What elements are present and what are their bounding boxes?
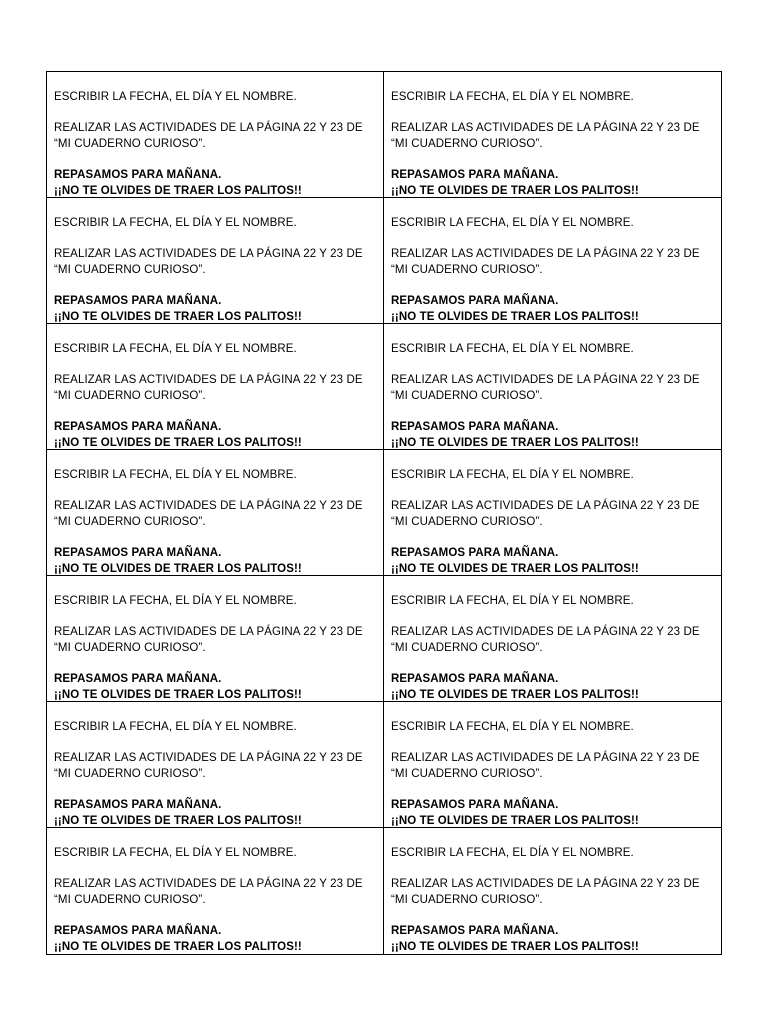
instruction-book-title: “MI CUADERNO CURIOSO”. [54,138,206,150]
instruction-review: REPASAMOS PARA MAÑANA. [391,799,559,811]
spacer [54,357,375,372]
reminder-bring-sticks: ¡¡NO TE OLVIDES DE TRAER LOS PALITOS!! [391,815,639,827]
reminder-bring-sticks: ¡¡NO TE OLVIDES DE TRAER LOS PALITOS!! [54,437,302,449]
instruction-date-name: ESCRIBIR LA FECHA, EL DÍA Y EL NOMBRE. [391,847,634,859]
instruction-review: REPASAMOS PARA MAÑANA. [54,547,222,559]
instruction-activities: REALIZAR LAS ACTIVIDADES DE LA PÁGINA 22 Y 23 DE [391,626,700,638]
spacer [54,782,375,797]
spacer [391,483,713,498]
instruction-book-title: “MI CUADERNO CURIOSO”. [391,642,543,654]
instruction-review: REPASAMOS PARA MAÑANA. [391,421,559,433]
instruction-book-title: “MI CUADERNO CURIOSO”. [54,390,206,402]
instruction-review: REPASAMOS PARA MAÑANA. [54,421,222,433]
instruction-review: REPASAMOS PARA MAÑANA. [54,295,222,307]
instruction-activities: REALIZAR LAS ACTIVIDADES DE LA PÁGINA 22 Y 23 DE [54,878,363,890]
instruction-date-name: ESCRIBIR LA FECHA, EL DÍA Y EL NOMBRE. [391,721,634,733]
instruction-review: REPASAMOS PARA MAÑANA. [54,169,222,181]
reminder-bring-sticks: ¡¡NO TE OLVIDES DE TRAER LOS PALITOS!! [54,689,302,701]
spacer [54,404,375,419]
note-card [384,198,721,324]
spacer [54,861,375,876]
instruction-date-name: ESCRIBIR LA FECHA, EL DÍA Y EL NOMBRE. [54,343,297,355]
instruction-review: REPASAMOS PARA MAÑANA. [391,547,559,559]
instruction-book-title: “MI CUADERNO CURIOSO”. [391,768,543,780]
reminder-bring-sticks: ¡¡NO TE OLVIDES DE TRAER LOS PALITOS!! [54,941,302,953]
spacer [391,908,713,923]
instruction-book-title: “MI CUADERNO CURIOSO”. [391,390,543,402]
instruction-book-title: “MI CUADERNO CURIOSO”. [391,894,543,906]
spacer [54,483,375,498]
spacer [391,105,713,120]
instruction-date-name: ESCRIBIR LA FECHA, EL DÍA Y EL NOMBRE. [54,721,297,733]
instruction-activities: REALIZAR LAS ACTIVIDADES DE LA PÁGINA 22 Y 23 DE [54,122,363,134]
note-card [384,450,721,576]
spacer [54,609,375,624]
note-card [47,450,384,576]
reminder-bring-sticks: ¡¡NO TE OLVIDES DE TRAER LOS PALITOS!! [391,563,639,575]
instruction-activities: REALIZAR LAS ACTIVIDADES DE LA PÁGINA 22 Y 23 DE [391,374,700,386]
instruction-date-name: ESCRIBIR LA FECHA, EL DÍA Y EL NOMBRE. [391,343,634,355]
instruction-date-name: ESCRIBIR LA FECHA, EL DÍA Y EL NOMBRE. [391,91,634,103]
spacer [391,357,713,372]
reminder-bring-sticks: ¡¡NO TE OLVIDES DE TRAER LOS PALITOS!! [54,563,302,575]
spacer [391,404,713,419]
note-card [384,72,721,198]
instruction-activities: REALIZAR LAS ACTIVIDADES DE LA PÁGINA 22 Y 23 DE [54,626,363,638]
instruction-book-title: “MI CUADERNO CURIOSO”. [54,768,206,780]
instruction-review: REPASAMOS PARA MAÑANA. [54,673,222,685]
spacer [391,152,713,167]
note-card [47,198,384,324]
spacer [391,231,713,246]
reminder-bring-sticks: ¡¡NO TE OLVIDES DE TRAER LOS PALITOS!! [391,437,639,449]
spacer [54,105,375,120]
instruction-activities: REALIZAR LAS ACTIVIDADES DE LA PÁGINA 22 Y 23 DE [54,752,363,764]
spacer [54,908,375,923]
reminder-bring-sticks: ¡¡NO TE OLVIDES DE TRAER LOS PALITOS!! [391,311,639,323]
spacer [391,656,713,671]
note-card [384,324,721,450]
spacer [391,609,713,624]
instruction-date-name: ESCRIBIR LA FECHA, EL DÍA Y EL NOMBRE. [54,847,297,859]
spacer [54,278,375,293]
instruction-date-name: ESCRIBIR LA FECHA, EL DÍA Y EL NOMBRE. [391,217,634,229]
instruction-activities: REALIZAR LAS ACTIVIDADES DE LA PÁGINA 22 Y 23 DE [391,500,700,512]
spacer [391,735,713,750]
instruction-activities: REALIZAR LAS ACTIVIDADES DE LA PÁGINA 22 Y 23 DE [54,500,363,512]
instruction-date-name: ESCRIBIR LA FECHA, EL DÍA Y EL NOMBRE. [54,595,297,607]
reminder-bring-sticks: ¡¡NO TE OLVIDES DE TRAER LOS PALITOS!! [391,185,639,197]
instruction-review: REPASAMOS PARA MAÑANA. [391,925,559,937]
instruction-review: REPASAMOS PARA MAÑANA. [54,925,222,937]
instruction-review: REPASAMOS PARA MAÑANA. [54,799,222,811]
instruction-book-title: “MI CUADERNO CURIOSO”. [391,264,543,276]
note-card [47,576,384,702]
instruction-book-title: “MI CUADERNO CURIOSO”. [54,516,206,528]
instruction-activities: REALIZAR LAS ACTIVIDADES DE LA PÁGINA 22 Y 23 DE [391,248,700,260]
spacer [54,656,375,671]
instruction-activities: REALIZAR LAS ACTIVIDADES DE LA PÁGINA 22 Y 23 DE [54,248,363,260]
instruction-book-title: “MI CUADERNO CURIOSO”. [391,516,543,528]
note-card [384,828,721,954]
reminder-bring-sticks: ¡¡NO TE OLVIDES DE TRAER LOS PALITOS!! [54,815,302,827]
instruction-review: REPASAMOS PARA MAÑANA. [391,673,559,685]
spacer [54,530,375,545]
note-card [384,576,721,702]
instruction-date-name: ESCRIBIR LA FECHA, EL DÍA Y EL NOMBRE. [54,217,297,229]
instruction-activities: REALIZAR LAS ACTIVIDADES DE LA PÁGINA 22 Y 23 DE [391,752,700,764]
spacer [391,782,713,797]
instruction-date-name: ESCRIBIR LA FECHA, EL DÍA Y EL NOMBRE. [391,469,634,481]
reminder-bring-sticks: ¡¡NO TE OLVIDES DE TRAER LOS PALITOS!! [54,311,302,323]
instruction-date-name: ESCRIBIR LA FECHA, EL DÍA Y EL NOMBRE. [54,469,297,481]
reminder-bring-sticks: ¡¡NO TE OLVIDES DE TRAER LOS PALITOS!! [391,689,639,701]
instruction-activities: REALIZAR LAS ACTIVIDADES DE LA PÁGINA 22 Y 23 DE [391,878,700,890]
spacer [391,278,713,293]
instruction-book-title: “MI CUADERNO CURIOSO”. [54,894,206,906]
instruction-review: REPASAMOS PARA MAÑANA. [391,169,559,181]
reminder-bring-sticks: ¡¡NO TE OLVIDES DE TRAER LOS PALITOS!! [391,941,639,953]
spacer [54,231,375,246]
instruction-date-name: ESCRIBIR LA FECHA, EL DÍA Y EL NOMBRE. [391,595,634,607]
instruction-activities: REALIZAR LAS ACTIVIDADES DE LA PÁGINA 22 Y 23 DE [391,122,700,134]
note-card [47,702,384,828]
note-card [47,324,384,450]
instruction-book-title: “MI CUADERNO CURIOSO”. [54,264,206,276]
spacer [391,861,713,876]
instruction-book-title: “MI CUADERNO CURIOSO”. [391,138,543,150]
spacer [54,152,375,167]
instruction-date-name: ESCRIBIR LA FECHA, EL DÍA Y EL NOMBRE. [54,91,297,103]
notes-sheet-table [46,71,722,955]
reminder-bring-sticks: ¡¡NO TE OLVIDES DE TRAER LOS PALITOS!! [54,185,302,197]
spacer [391,530,713,545]
note-card [384,702,721,828]
instruction-book-title: “MI CUADERNO CURIOSO”. [54,642,206,654]
note-card [47,828,384,954]
spacer [54,735,375,750]
instruction-review: REPASAMOS PARA MAÑANA. [391,295,559,307]
note-card [47,72,384,198]
instruction-activities: REALIZAR LAS ACTIVIDADES DE LA PÁGINA 22 Y 23 DE [54,374,363,386]
